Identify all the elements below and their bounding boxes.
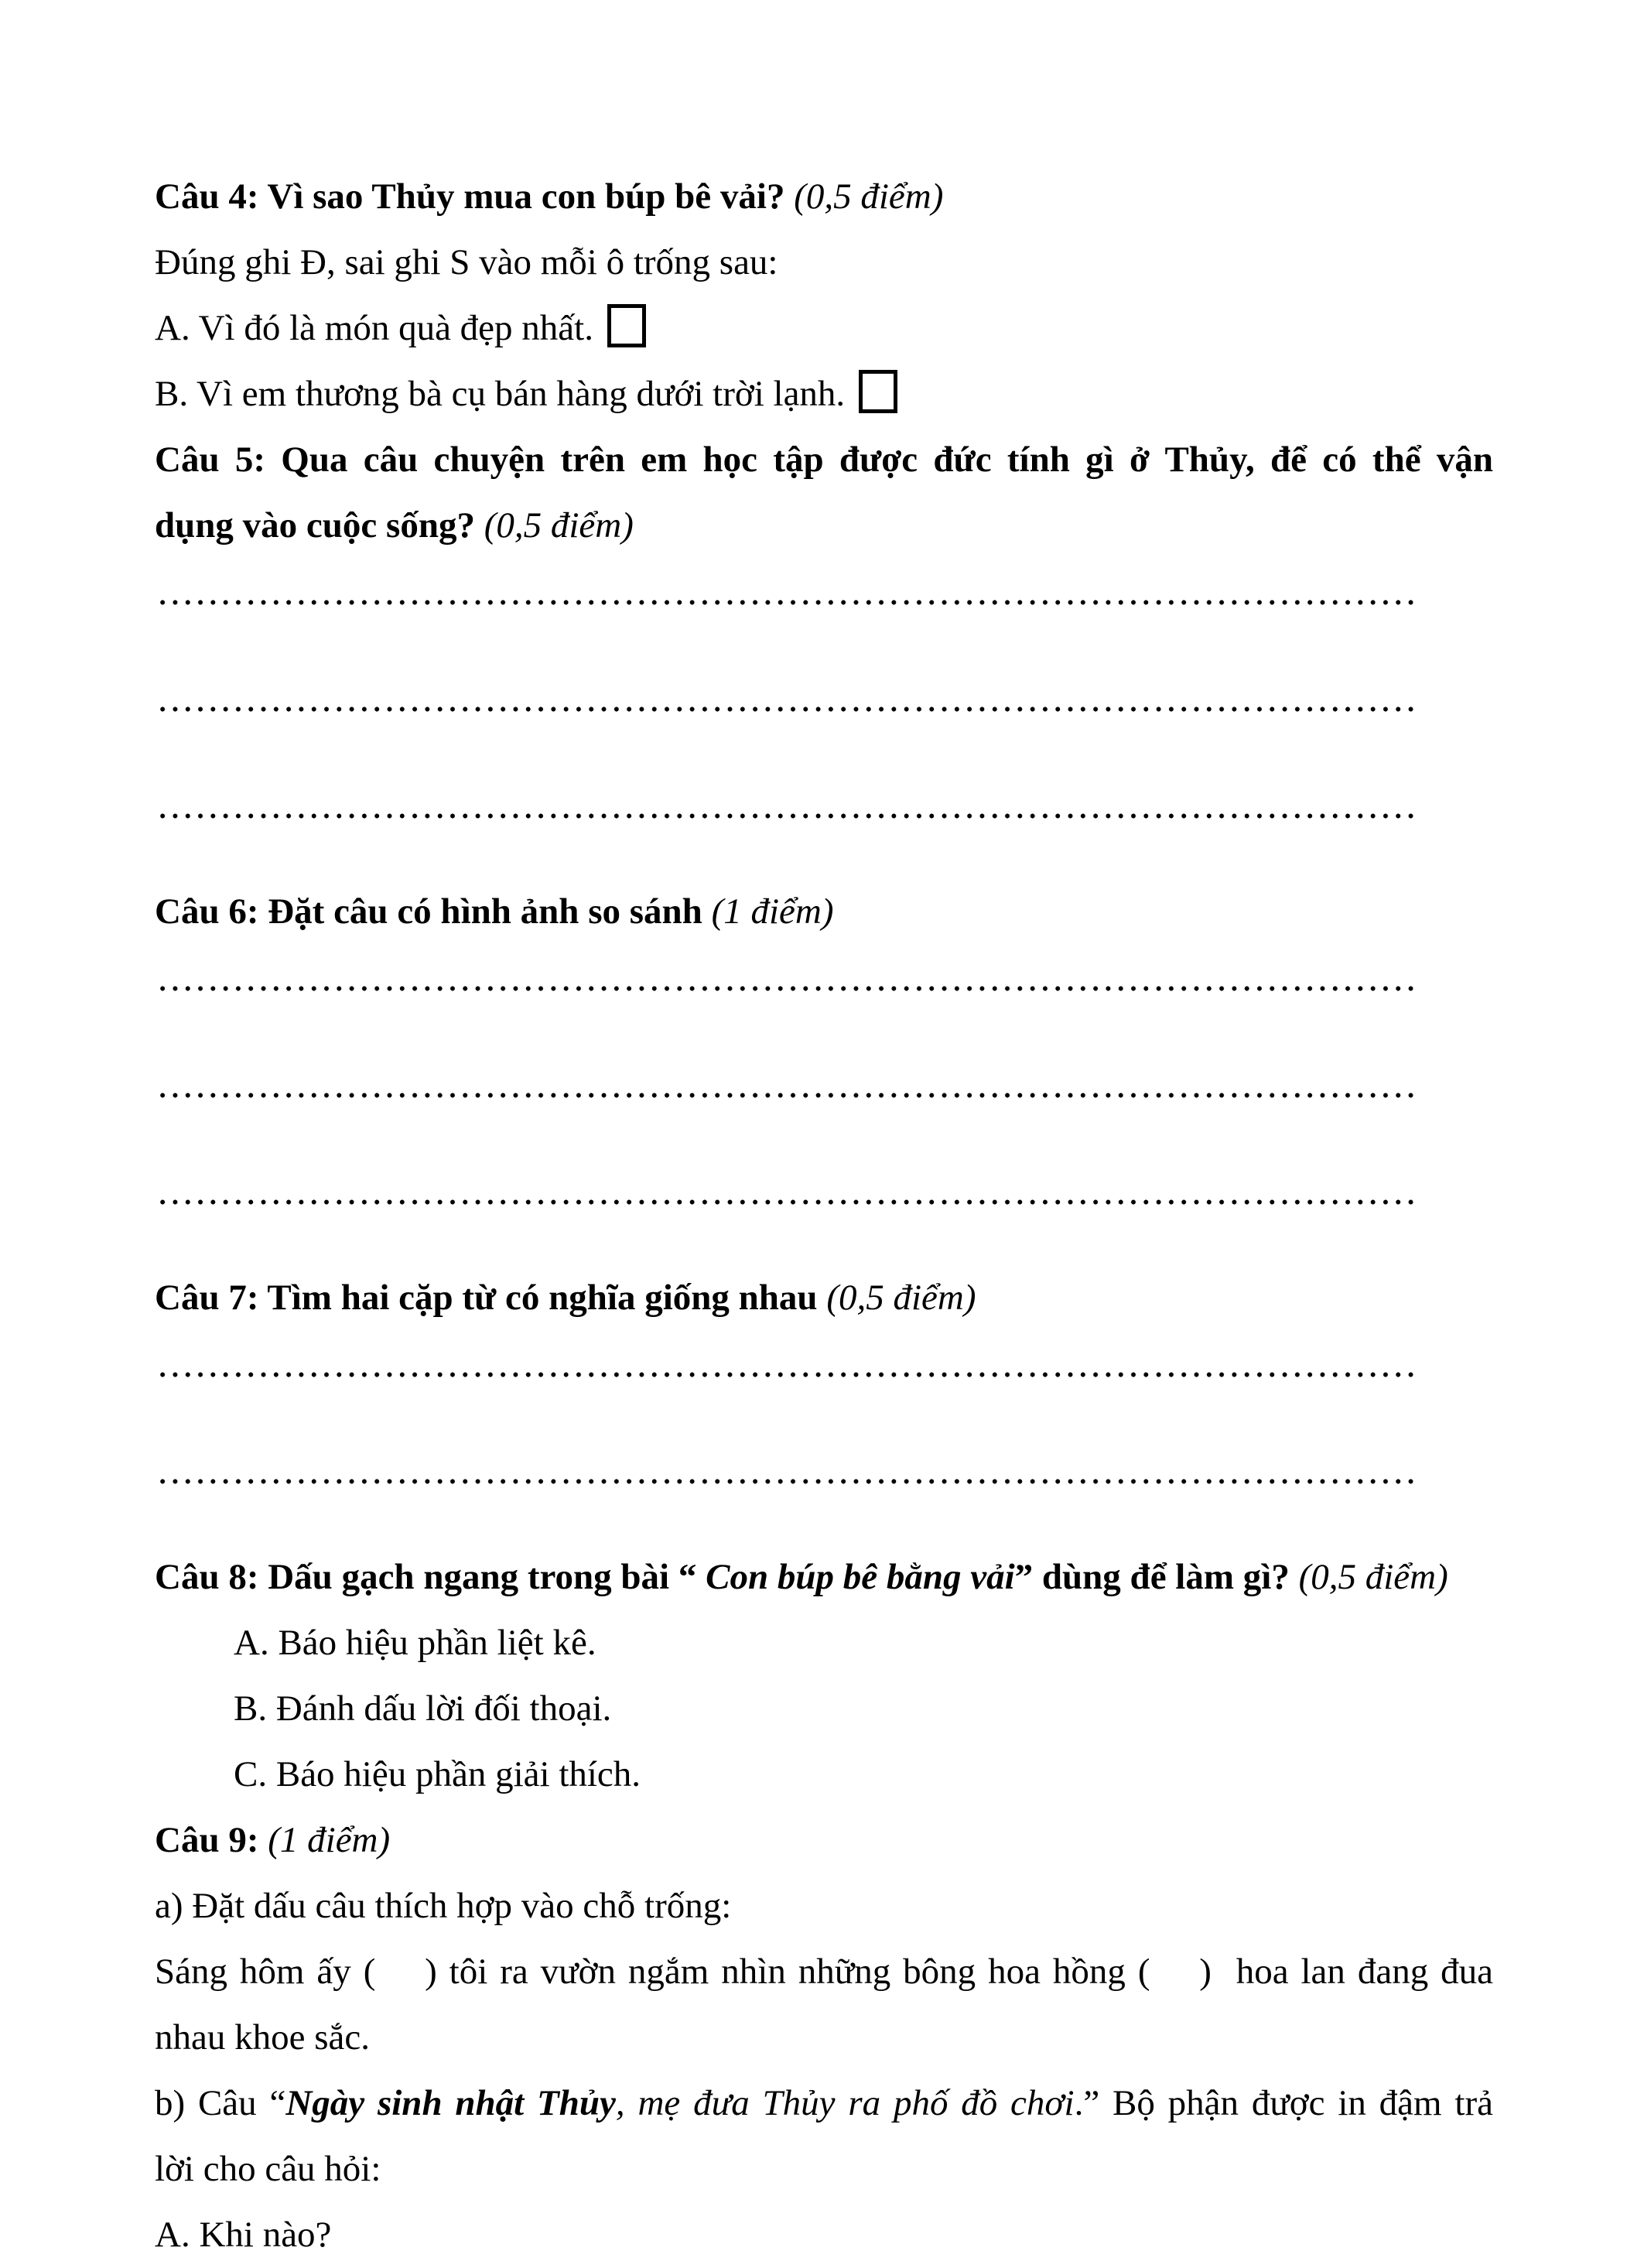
text-segment: b) Câu “ [155, 2083, 286, 2123]
text-segment: Câu 9: [155, 1820, 268, 1860]
answer-dotted-line[interactable] [156, 813, 1417, 819]
answer-dotted-line[interactable] [156, 1372, 1417, 1377]
question-9-part-b-line-2 [155, 2136, 1493, 2202]
question-8-option-c [155, 1742, 1493, 1808]
question-5-answer-line-3 [155, 813, 1493, 879]
text-segment: ” dùng để làm gì? [1014, 1557, 1299, 1597]
text-segment: Câu 6: Đặt câu có hình ảnh so sánh [155, 891, 712, 932]
text-segment: lời cho câu hỏi: [155, 2149, 381, 2189]
answer-dotted-line[interactable] [156, 706, 1417, 712]
text-segment: .” Bộ phận được in đậm trả [1074, 2083, 1493, 2123]
question-8-heading [155, 1544, 1493, 1610]
question-7-heading [155, 1265, 1493, 1331]
question-6-answer-line-3 [155, 1199, 1493, 1265]
question-5-heading-line-1 [155, 427, 1493, 493]
question-9b-option-a [155, 2202, 1493, 2268]
text-segment: A. Báo hiệu phần liệt kê. [234, 1623, 596, 1663]
answer-dotted-line[interactable] [156, 986, 1417, 991]
text-segment: Câu 7: Tìm hai cặp từ có nghĩa giống nhau [155, 1278, 827, 1318]
text-segment: (0,5 điểm) [826, 1278, 976, 1318]
question-4-heading [155, 164, 1493, 230]
text-segment: Câu 8: Dấu gạch ngang trong bài “ [155, 1557, 706, 1597]
question-5-answer-line-2 [155, 706, 1493, 772]
answer-dotted-line[interactable] [156, 600, 1417, 605]
text-segment: Ngày sinh nhật Thủy [285, 2083, 616, 2123]
text-segment: A. Khi nào? [155, 2215, 332, 2255]
question-8-option-b [155, 1676, 1493, 1742]
text-segment: Đúng ghi Đ, sai ghi S vào mỗi ô trống sau: [155, 242, 778, 282]
text-segment: (0,5 điểm) [484, 505, 634, 546]
text-segment: nhau khoe sắc. [155, 2017, 370, 2058]
text-segment: (0,5 điểm) [1298, 1557, 1448, 1597]
text-segment: B. Vì em thương bà cụ bán hàng dưới trời lạnh. [155, 374, 846, 414]
question-4-option-b [155, 361, 1493, 427]
question-4-option-a [155, 296, 1493, 361]
answer-dotted-line[interactable] [156, 1093, 1417, 1098]
question-7-answer-line-1 [155, 1372, 1493, 1438]
text-segment: (1 điểm) [711, 891, 834, 932]
answer-checkbox[interactable] [607, 304, 646, 347]
question-9a-sentence-line-1 [155, 1939, 1493, 2005]
text-segment: Câu 5: Qua câu chuyện trên em học tập được đức tính gì ở Thủy, để có thể vận [155, 440, 1493, 480]
text-segment: dụng vào cuộc sống? [155, 505, 484, 546]
text-segment: , mẹ đưa Thủy ra phố đồ chơi [615, 2083, 1075, 2123]
text-segment: a) Đặt dấu câu thích hợp vào chỗ trống: [155, 1886, 732, 1926]
question-5-heading-line-2 [155, 493, 1493, 559]
question-9-part-b-line-1 [155, 2071, 1493, 2136]
text-segment: Sáng hôm ấy ( ) tôi ra vườn ngắm nhìn những bông hoa hồng ( ) hoa lan đang đua [155, 1952, 1493, 1992]
text-segment: B. Đánh dấu lời đối thoại. [234, 1688, 612, 1729]
text-segment: Câu 4: Vì sao Thủy mua con búp bê vải? [155, 176, 795, 217]
question-9-part-a [155, 1873, 1493, 1939]
answer-dotted-line[interactable] [156, 1199, 1417, 1205]
question-5-answer-line-1 [155, 600, 1493, 665]
question-6-heading [155, 879, 1493, 945]
text-segment: (1 điểm) [268, 1820, 391, 1860]
question-8-option-a [155, 1610, 1493, 1676]
question-6-answer-line-1 [155, 986, 1493, 1052]
question-9-heading [155, 1808, 1493, 1873]
question-9a-sentence-line-2 [155, 2005, 1493, 2071]
answer-dotted-line[interactable] [156, 1479, 1417, 1484]
text-segment: (0,5 điểm) [794, 176, 944, 217]
text-segment: Con búp bê bằng vải [706, 1557, 1015, 1597]
answer-checkbox[interactable] [859, 370, 897, 413]
question-4-instruction [155, 230, 1493, 296]
text-segment: A. Vì đó là món quà đẹp nhất. [155, 308, 593, 348]
question-7-answer-line-2 [155, 1479, 1493, 1544]
question-6-answer-line-2 [155, 1093, 1493, 1158]
text-segment: C. Báo hiệu phần giải thích. [234, 1754, 641, 1794]
